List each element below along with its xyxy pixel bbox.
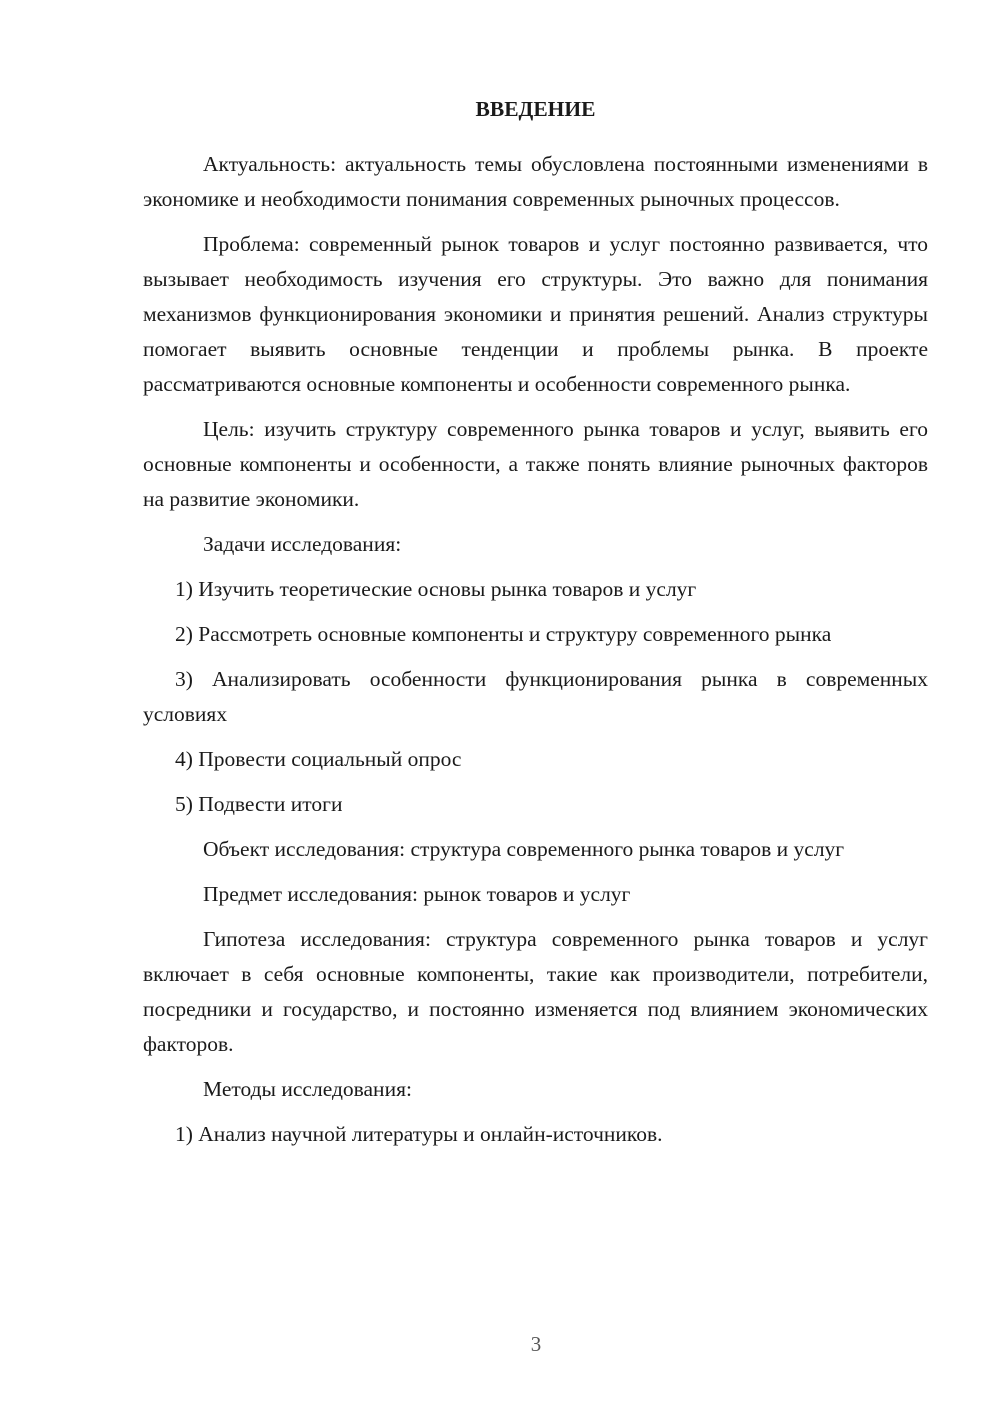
task-item-4: 4) Провести социальный опрос <box>175 747 462 771</box>
tasks-heading: Задачи исследования: <box>203 532 402 556</box>
problem-paragraph: Проблема: современный рынок товаров и услуг постоянно развивается, что вызывает необходимость изучения его структуры. Это важно для понимания механизмов функционирования экономики и принятия решений. Анализ структуры помогает выявить основные тенденции и проблемы рынка. В проекте рассматриваются основные компоненты и особенности современного рынка. <box>143 232 928 396</box>
task-item-3: 3) Анализировать особенности функционирования рынка в современных условиях <box>143 667 928 726</box>
task-item-5: 5) Подвести итоги <box>175 792 343 816</box>
hypothesis-paragraph: Гипотеза исследования: структура современного рынка товаров и услуг включает в себя основные компоненты, такие как производители, потребители, посредники и государство, и постоянно изменяется под влиянием экономических факторов. <box>143 927 928 1056</box>
methods-heading: Методы исследования: <box>203 1077 412 1101</box>
document-page <box>143 92 928 1162</box>
subject-paragraph: Предмет исследования: рынок товаров и услуг <box>203 882 631 906</box>
object-paragraph: Объект исследования: структура современного рынка товаров и услуг <box>203 837 845 861</box>
task-item-1: 1) Изучить теоретические основы рынка товаров и услуг <box>175 577 697 601</box>
section-title: ВВЕДЕНИЕ <box>475 97 596 121</box>
method-item-1: 1) Анализ научной литературы и онлайн-источников. <box>175 1122 663 1146</box>
page-number: 3 <box>530 1332 542 1356</box>
goal-paragraph: Цель: изучить структуру современного рынка товаров и услуг, выявить его основные компоненты и особенности, а также понять влияние рыночных факторов на развитие экономики. <box>143 417 928 511</box>
relevance-paragraph: Актуальность: актуальность темы обусловлена постоянными изменениями в экономике и необходимости понимания современных рыночных процессов. <box>143 152 928 211</box>
task-item-2: 2) Рассмотреть основные компоненты и структуру современного рынка <box>175 622 832 646</box>
